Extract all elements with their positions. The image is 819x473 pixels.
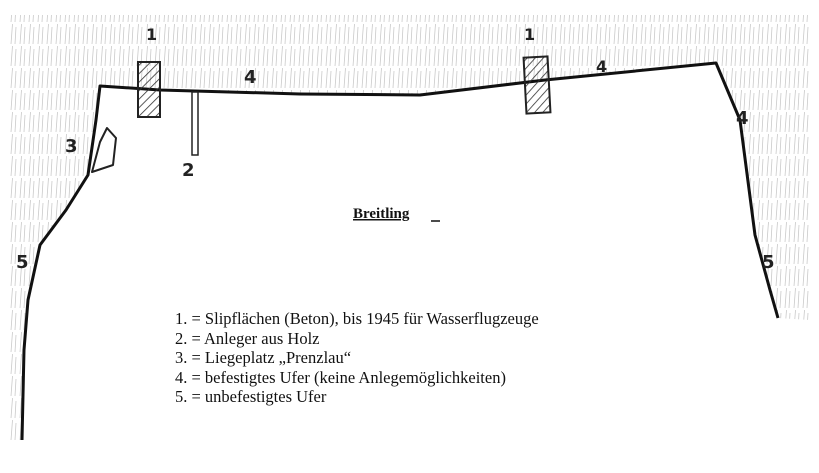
map-title: Breitling <box>353 206 410 222</box>
label-jetty: 2 <box>182 160 195 181</box>
label-shore-right: 4 <box>736 108 749 129</box>
legend-item-5: 5. = unbefestigtes Ufer <box>175 387 327 406</box>
label-bank-left: 5 <box>16 252 29 273</box>
legend-item-4: 4. = befestigtes Ufer (keine Anlegemöglichkeiten) <box>175 367 506 387</box>
slip-area-left <box>138 62 160 117</box>
label-shore-top-left: 4 <box>244 67 257 88</box>
legend-item-2: 2. = Anleger aus Holz <box>175 328 320 348</box>
label-bank-right: 5 <box>762 252 775 273</box>
wooden-jetty <box>192 92 198 155</box>
legend <box>175 309 539 407</box>
label-slip-left: 1 <box>146 25 158 44</box>
slip-area-right <box>524 56 551 113</box>
label-shore-top-right: 4 <box>596 57 608 76</box>
berth-boat <box>92 128 116 172</box>
legend-item-1: 1. = Slipflächen (Beton), bis 1945 für Wasserflugzeuge <box>175 309 539 328</box>
label-slip-right: 1 <box>524 25 536 44</box>
legend-item-3: 3. = Liegeplatz „Prenzlau“ <box>175 348 352 367</box>
label-berth: 3 <box>65 136 78 157</box>
